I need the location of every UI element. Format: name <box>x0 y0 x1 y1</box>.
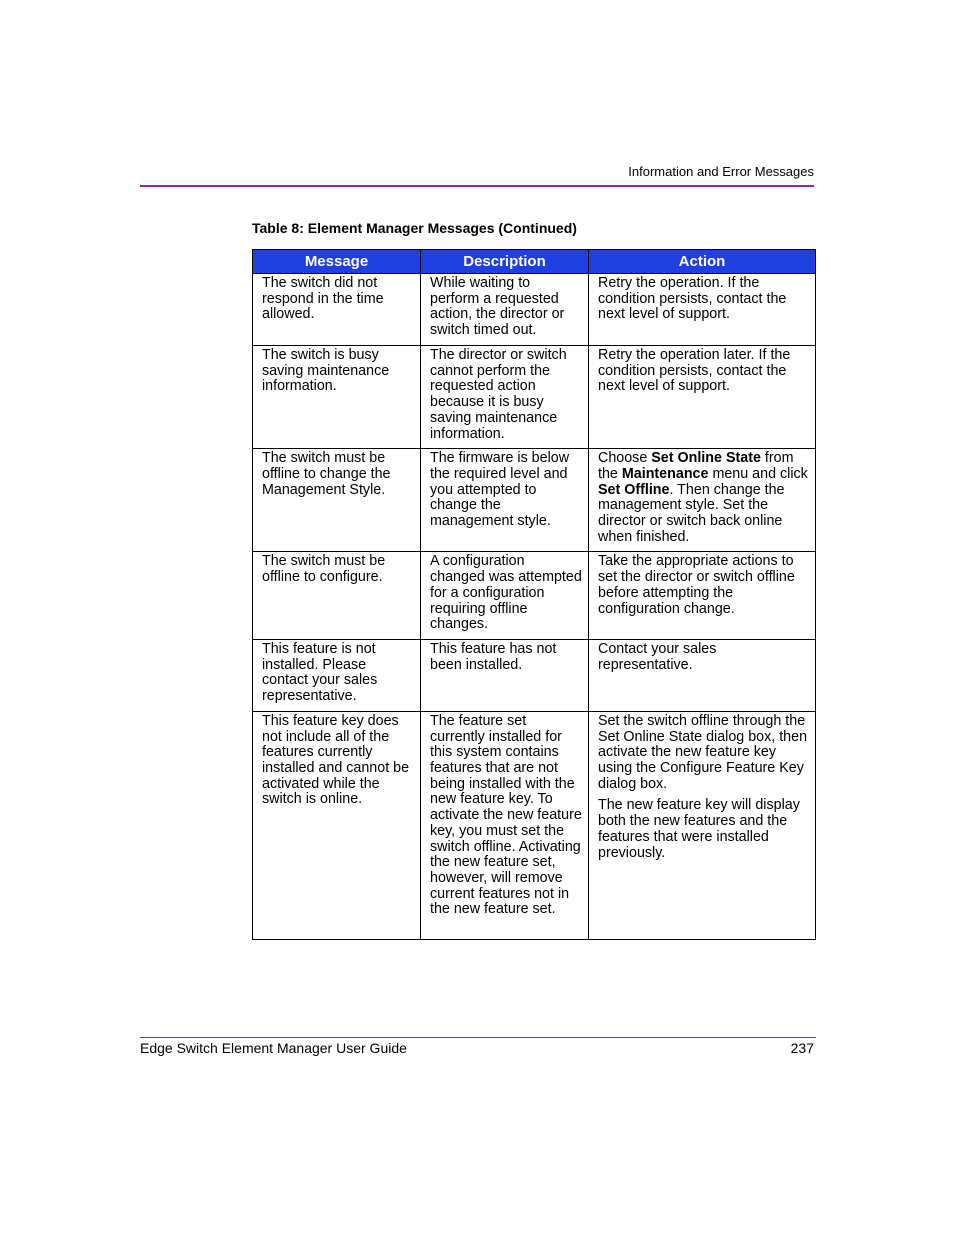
action-cell: Take the appropriate actions to set the director or switch offline before attempting the configuration change. <box>589 552 816 640</box>
description-cell: The firmware is below the required level and you attempted to change the management style. <box>421 449 589 552</box>
action-note: The new feature key will display both the new features and the features that were installed previously. <box>598 797 800 861</box>
action-cell <box>589 711 816 939</box>
message-cell: The switch did not respond in the time allowed. <box>253 274 421 346</box>
action-cell <box>589 449 816 552</box>
table-row <box>253 274 816 346</box>
footer-document-title: Edge Switch Element Manager User Guide <box>140 1040 407 1056</box>
table-row <box>253 639 816 711</box>
message-cell: This feature is not installed. Please contact your sales representative. <box>253 639 421 711</box>
action-text: from the <box>598 450 794 482</box>
message-cell: This feature key does not include all of the features currently installed and cannot be activated while the switch is online. <box>253 711 421 939</box>
message-cell: The switch must be offline to change the Management Style. <box>253 449 421 552</box>
action-text: . Then change the management style. Set the director or switch back online when finished. <box>598 481 785 545</box>
running-header: Information and Error Messages <box>628 164 814 179</box>
description-cell: This feature has not been installed. <box>421 639 589 711</box>
action-cell: Contact your sales representative. <box>589 639 816 711</box>
description-cell: A configuration changed was attempted for a configuration requiring offline changes. <box>421 552 589 640</box>
action-cell: Retry the operation later. If the condition persists, contact the next level of support. <box>589 346 816 449</box>
table-header-row <box>253 250 816 274</box>
column-header-action: Action <box>589 250 816 274</box>
menu-item-reference: Set Online State <box>651 450 761 467</box>
table-row <box>253 449 816 552</box>
description-cell: While waiting to perform a requested action, the director or switch timed out. <box>421 274 589 346</box>
action-text: Choose <box>598 450 652 467</box>
column-header-message: Message <box>253 250 421 274</box>
description-cell: The feature set currently installed for this system contains features that are not being installed with the new feature key. To activate the new feature key, you must set the switch offline. Activating the new feature set, however, will remove current features not in the new feature set. <box>421 711 589 939</box>
table-row <box>253 552 816 640</box>
description-cell: The director or switch cannot perform the requested action because it is busy saving maintenance information. <box>421 346 589 449</box>
column-header-description: Description <box>421 250 589 274</box>
messages-table <box>252 249 816 940</box>
page-number: 237 <box>790 1040 814 1056</box>
table-caption: Table 8: Element Manager Messages (Continued) <box>252 220 577 236</box>
message-cell: The switch is busy saving maintenance information. <box>253 346 421 449</box>
action-text: menu and click <box>708 465 808 482</box>
action-text: Set the switch offline through the Set Online State dialog box, then activate the new feature key using the Configure Feature Key dialog box. <box>598 712 808 792</box>
table-row <box>253 711 816 939</box>
header-rule <box>140 185 814 187</box>
footer-rule <box>140 1037 816 1038</box>
menu-item-reference: Set Offline <box>598 481 670 498</box>
message-cell: The switch must be offline to configure. <box>253 552 421 640</box>
action-cell: Retry the operation. If the condition persists, contact the next level of support. <box>589 274 816 346</box>
menu-reference: Maintenance <box>621 465 709 482</box>
table-row <box>253 346 816 449</box>
